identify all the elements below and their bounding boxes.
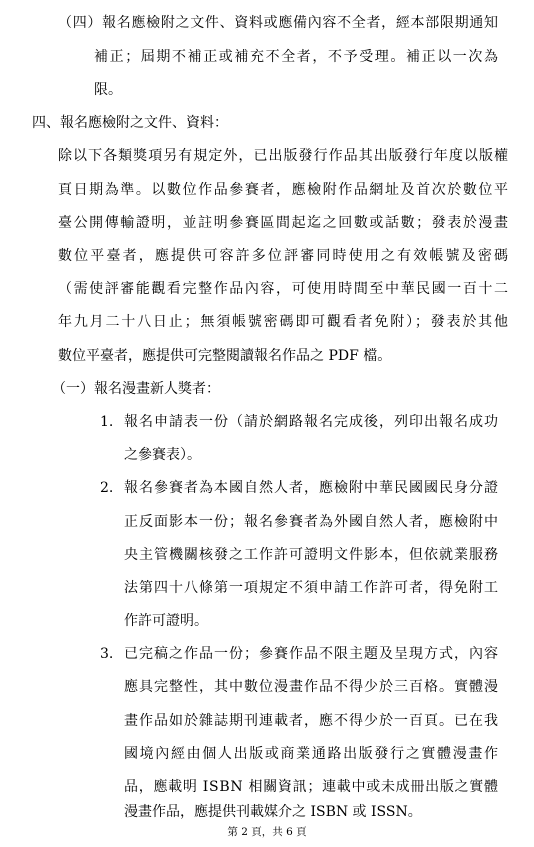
text-line: 品，應載明 ISBN 相關資訊；連載中或未成冊出版之實體	[124, 779, 499, 795]
text-line: 報名申請表一份（請於網路報名完成後，列印出報名成功	[124, 414, 499, 430]
text-line: 之參賽表）。	[124, 447, 201, 463]
text-line: 法第四十八條第一項規定不須申請工作許可者，得免附工	[124, 580, 499, 596]
text-line: 應具完整性，其中數位漫畫作品不得少於三百格。實體漫	[124, 679, 499, 695]
text-line: 臺公開傳輸證明，並註明參賽區間起迄之回數或話數；發表於漫畫	[58, 215, 510, 231]
text-line: 漫畫作品，應提供刊載媒介之 ISBN 或 ISSN。	[124, 804, 422, 820]
text-line: 正反面影本一份；報名參賽者為外國自然人者，應檢附中	[124, 514, 499, 530]
page-footer: 第 2 頁，共 6 頁	[227, 826, 307, 838]
text-line: 年九月二十八日止；無須帳號密碼即可觀看者免附）；發表於其他	[58, 314, 510, 330]
text-line: 頁日期為準。以數位作品參賽者，應檢附作品網址及首次於數位平	[58, 182, 510, 198]
text-line: 國境內經由個人出版或商業通路出版發行之實體漫畫作	[124, 746, 500, 762]
text-line: 數位平臺者，應提供可容許多位評審同時使用之有效帳號及密碼	[58, 248, 511, 264]
text-line: 央主管機關核發之工作許可證明文件影本，但依就業服務	[124, 547, 499, 563]
text-line: 已完稿之作品一份；參賽作品不限主題及呈現方式，內容	[124, 646, 499, 662]
text-line: （四）報名應檢附之文件、資料或應備內容不全者，經本部限期通知	[58, 15, 499, 31]
text-line: 限。	[94, 82, 122, 98]
subsection-heading: （一）報名漫畫新人獎者：	[52, 381, 220, 397]
text-line: 除以下各類獎項另有規定外，已出版發行作品其出版發行年度以版權	[58, 148, 510, 164]
text-line: 數位平臺者，應提供可完整閱讀報名作品之 PDF 檔。	[58, 348, 392, 364]
text-line: 報名參賽者為本國自然人者，應檢附中華民國國民身分證	[124, 480, 499, 496]
list-item-number: 1.	[100, 414, 114, 430]
list-item-number: 2.	[100, 480, 114, 496]
text-line: （需使評審能觀看完整作品內容，可使用時間至中華民國一百十二	[58, 281, 510, 297]
section-heading: 四、報名應檢附之文件、資料：	[32, 115, 228, 131]
text-line: 作許可證明。	[124, 613, 208, 629]
text-line: 畫作品如於雜誌期刊連載者，應不得少於一百頁。已在我	[124, 713, 499, 729]
list-item-number: 3.	[100, 646, 114, 662]
text-line: 補正；屆期不補正或補充不全者，不予受理。補正以一次為	[94, 49, 500, 65]
